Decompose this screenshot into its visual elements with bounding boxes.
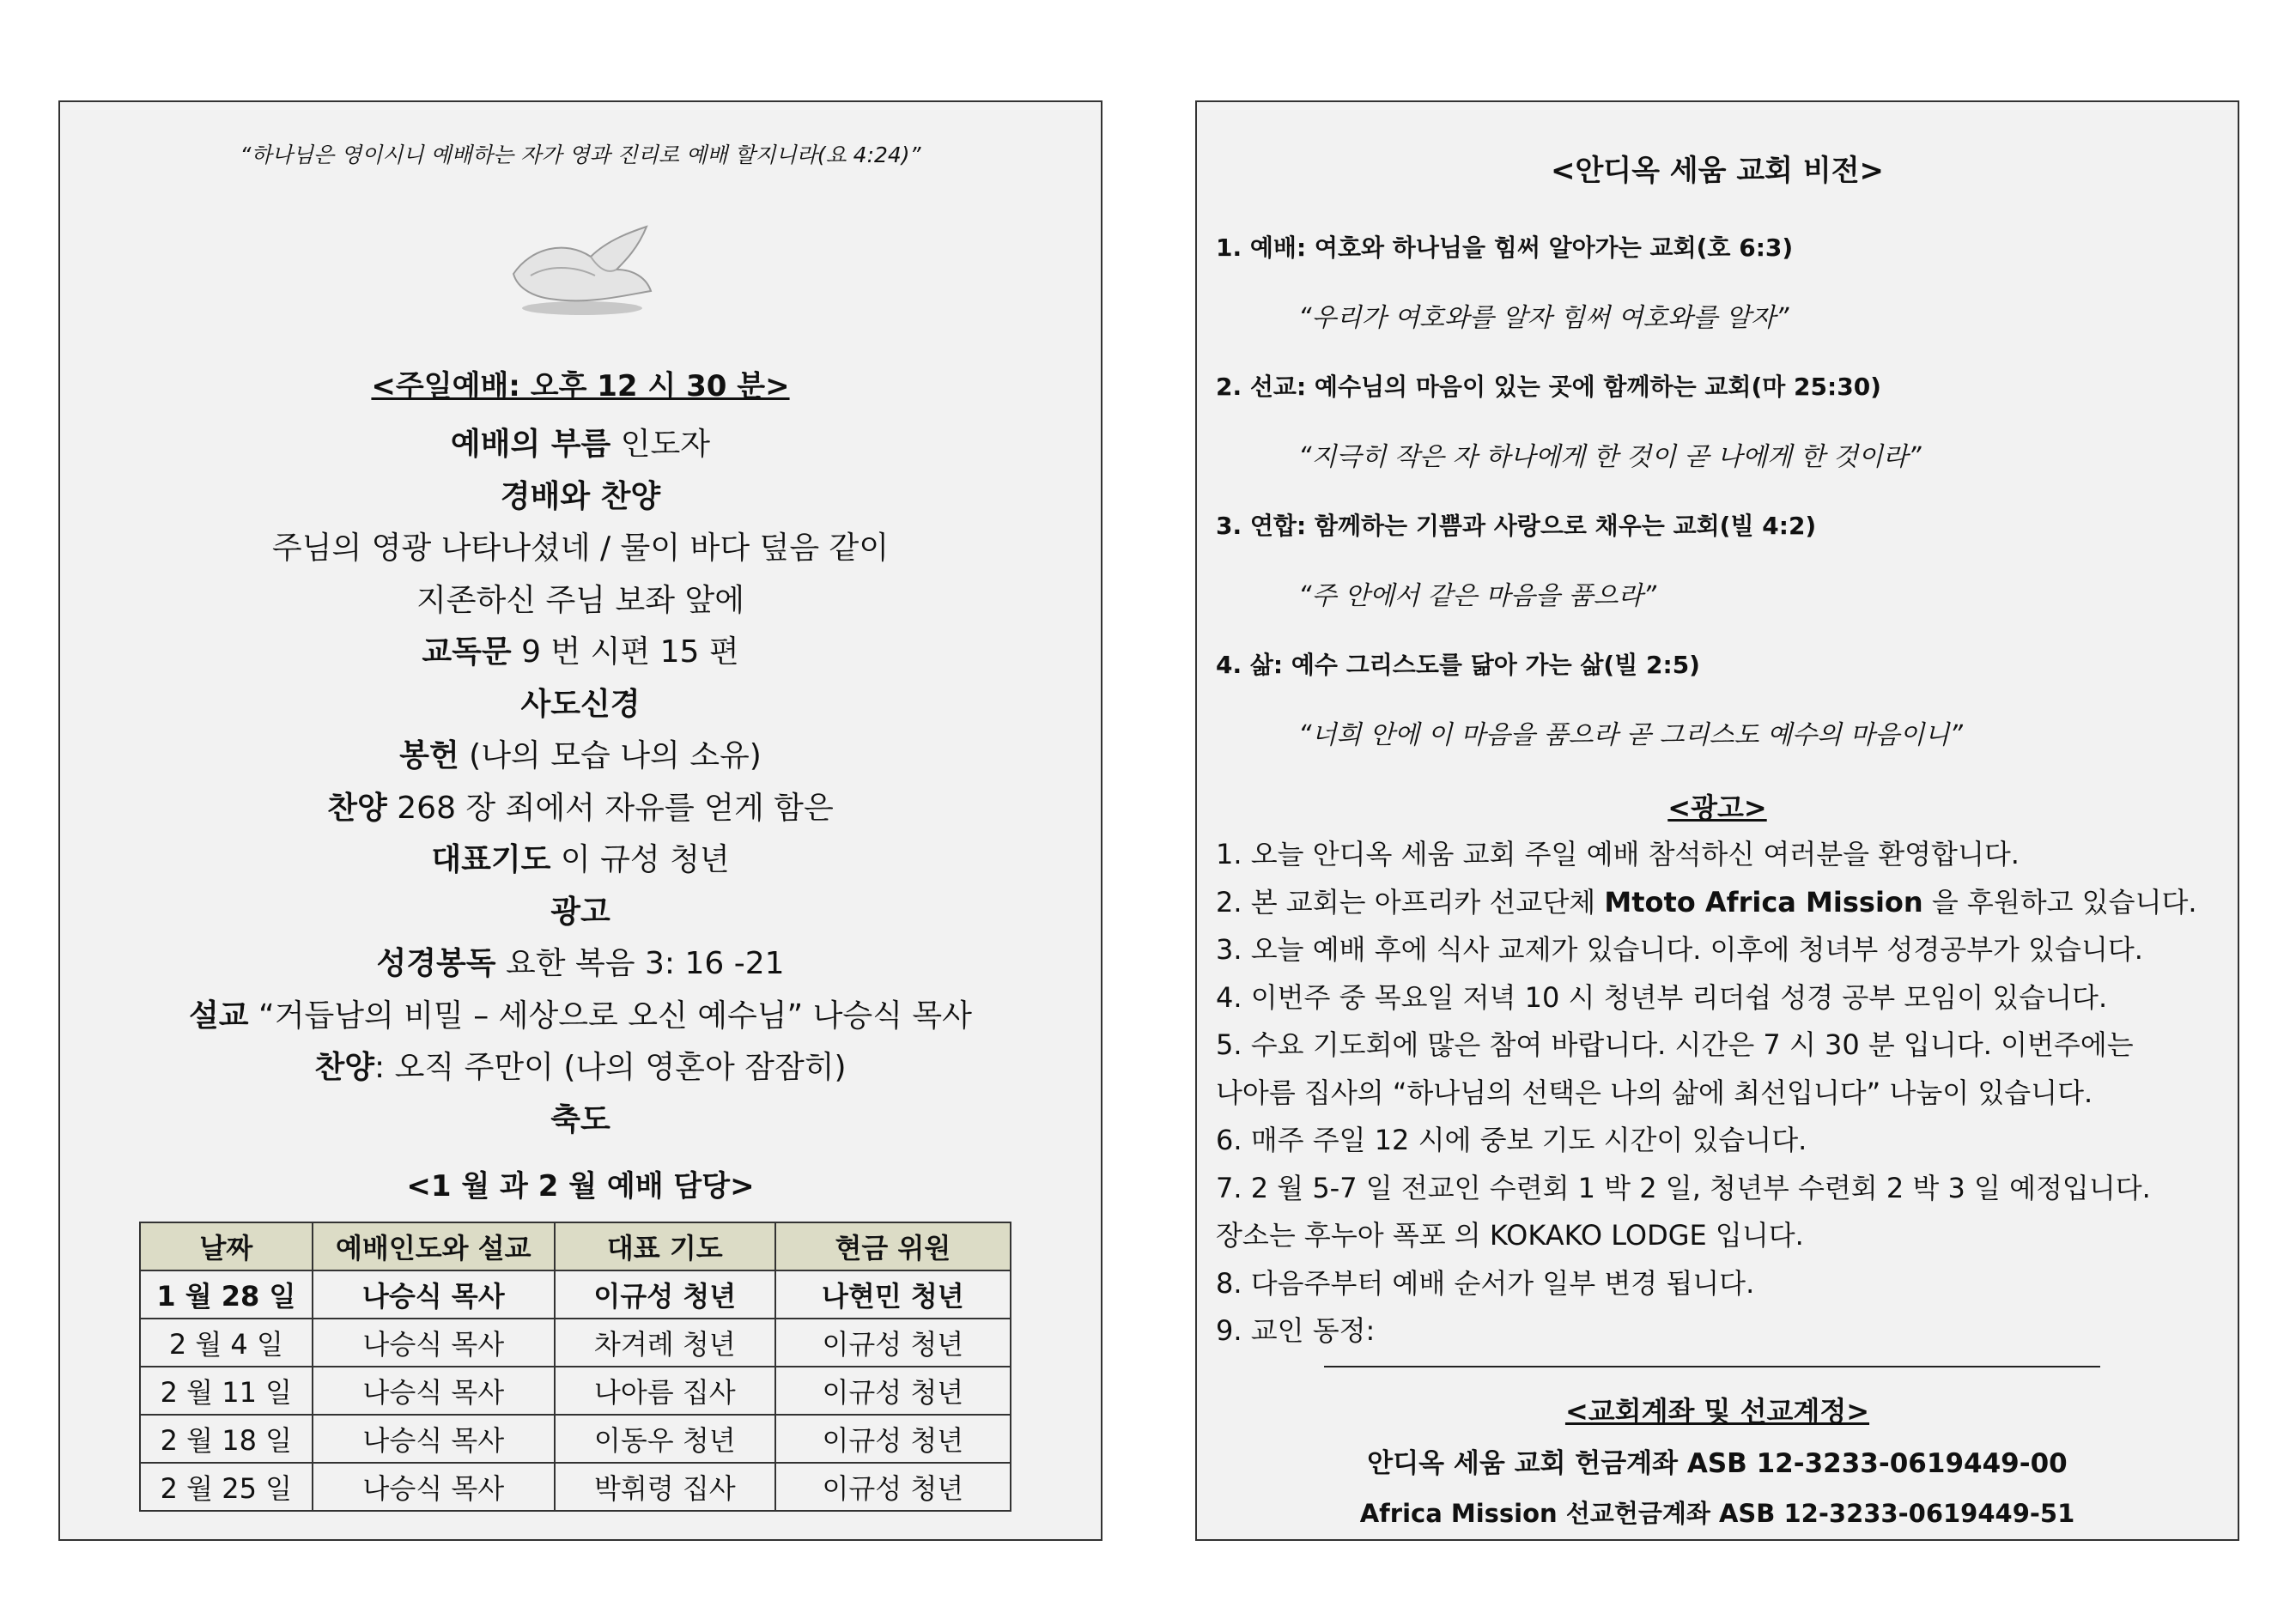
- order-item: [60, 576, 1101, 620]
- vision-announcement-panel: [1195, 100, 2239, 1541]
- order-item-detail: 인도자: [610, 427, 711, 462]
- table-header-cell: 현금 위원: [775, 1222, 1011, 1270]
- announcement-title: <광고>: [1667, 791, 1767, 824]
- table-row: [140, 1367, 1011, 1415]
- table-cell: 나승식 목사: [313, 1367, 555, 1415]
- announcement-text: 2. 본 교회는 아프리카 선교단체: [1216, 885, 1605, 919]
- church-account: 안디옥 세움 교회 헌금계좌 ASB 12-3233-0619449-00: [1367, 1448, 2068, 1479]
- order-item-detail: “거듭남의 비밀 – 세상으로 오신 예수님” 나승식 목사: [248, 997, 972, 1034]
- order-item-label: 대표기도: [431, 842, 551, 877]
- announcement-text: Mtoto Africa Mission: [1604, 885, 1923, 919]
- order-item-label: 찬양: [327, 790, 387, 826]
- announcement-item: [1216, 1071, 2093, 1111]
- order-item-label: 봉헌: [399, 738, 459, 773]
- announcement-item: [1216, 1214, 1804, 1253]
- order-item: [60, 939, 1101, 983]
- table-cell: 1 월 28 일: [140, 1270, 313, 1319]
- order-item: [60, 1095, 1101, 1139]
- order-item-detail: 9 번 시편 15 편: [511, 634, 739, 670]
- table-cell: 2 월 11 일: [140, 1367, 313, 1415]
- mission-account: Africa Mission 선교헌금계좌 ASB 12-3233-0619449-51: [1359, 1499, 2075, 1528]
- table-cell: 나승식 목사: [313, 1415, 555, 1463]
- table-cell: 나아름 집사: [555, 1367, 775, 1415]
- order-item-label: 사도신경: [520, 686, 641, 722]
- table-cell: 박휘령 집사: [555, 1463, 775, 1511]
- order-item-label: 찬양: [314, 1050, 375, 1085]
- order-item-label: 경배와 찬양: [500, 478, 661, 514]
- order-item: [60, 835, 1101, 879]
- table-cell: 나현민 청년: [775, 1270, 1011, 1319]
- order-item: [60, 420, 1101, 464]
- order-item: [60, 628, 1101, 671]
- announcement-text: 1. 오늘 안디옥 세움 교회 주일 예배 참석하신 여러분을 환영합니다.: [1216, 838, 2020, 870]
- table-cell: 2 월 18 일: [140, 1415, 313, 1463]
- vision-title: <안디옥 세움 교회 비전>: [1550, 154, 1885, 188]
- announcement-item: [1216, 881, 2197, 920]
- service-title: <주일예배: 오후 12 시 30 분>: [371, 369, 790, 403]
- announcement-text: 8. 다음주부터 예배 순서가 일부 변경 됩니다.: [1216, 1266, 1755, 1300]
- order-item: [60, 1043, 1101, 1087]
- order-item: [60, 680, 1101, 724]
- table-row: [140, 1463, 1011, 1511]
- announcement-text: 7. 2 월 5-7 일 전교인 수련회 1 박 2 일, 청년부 수련회 2 박 3 일 예정입니다.: [1216, 1171, 2151, 1204]
- vision-item-title: 4. 삶: 예수 그리스도를 닮아 가는 삶(빌 2:5): [1216, 651, 1700, 679]
- scripture-verse: “하나님은 영이시니 예배하는 자가 영과 진리로 예배 할지니라(요 4:24)”: [240, 142, 921, 167]
- announcement-item: [1216, 928, 2143, 967]
- order-item: [60, 524, 1101, 567]
- table-cell: 이규성 청년: [775, 1463, 1011, 1511]
- vision-item-title: 3. 연합: 함께하는 기쁨과 사랑으로 채우는 교회(빌 4:2): [1216, 512, 1817, 540]
- announcement-item: [1216, 1167, 2151, 1206]
- announcement-text: 4. 이번주 중 목요일 저녁 10 시 청년부 리더쉽 성경 공부 모임이 있습니다.: [1216, 980, 2108, 1014]
- duty-table: [139, 1222, 1011, 1512]
- vision-item-quote: “지극히 작은 자 하나에게 한 것이 곧 나에게 한 것이라”: [1298, 442, 1922, 472]
- vision-item-title: 1. 예배: 여호와 하나님을 힘써 알아가는 교회(호 6:3): [1216, 233, 1794, 262]
- table-row: [140, 1319, 1011, 1367]
- table-cell: 나승식 목사: [313, 1270, 555, 1319]
- announcement-item: [1216, 1262, 1754, 1301]
- vision-item-quote: “주 안에서 같은 마음을 품으라”: [1298, 581, 1656, 611]
- announcement-text: 나아름 집사의 “하나님의 선택은 나의 삶에 최선입니다” 나눔이 있습니다.: [1216, 1076, 2093, 1109]
- order-item-label: 교독문: [422, 634, 512, 670]
- order-item-label: 광고: [550, 894, 610, 930]
- vision-item-quote: “우리가 여호와를 알자 힘써 여호와를 알자”: [1298, 303, 1789, 333]
- announcement-item: [1216, 1119, 1807, 1158]
- order-item-detail: 요한 복음 3: 16 -21: [495, 946, 785, 981]
- announcement-item: [1216, 833, 2020, 872]
- table-cell: 나승식 목사: [313, 1463, 555, 1511]
- order-item-label: 축도: [550, 1101, 610, 1137]
- order-item: [60, 472, 1101, 516]
- order-item-label: 설교: [189, 997, 249, 1034]
- table-cell: 나승식 목사: [313, 1319, 555, 1367]
- order-item-detail: 주님의 영광 나타나셨네 / 물이 바다 덮음 같이: [271, 531, 890, 566]
- order-item-label: 성경봉독: [376, 946, 496, 981]
- announcement-text: 장소는 후누아 폭포 의 KOKAKO LODGE 입니다.: [1216, 1219, 1804, 1252]
- table-cell: 이규성 청년: [775, 1415, 1011, 1463]
- account-title: <교회계좌 및 선교계정>: [1564, 1395, 1870, 1428]
- duty-title: <1 월 과 2 월 예배 담당>: [406, 1169, 755, 1204]
- table-cell: 2 월 4 일: [140, 1319, 313, 1367]
- divider-line: [1324, 1366, 2100, 1367]
- announcement-text: 9. 교인 동정:: [1216, 1314, 1376, 1347]
- order-item: [60, 888, 1101, 931]
- table-header-cell: 예배인도와 설교: [313, 1222, 555, 1270]
- announcement-text: 3. 오늘 예배 후에 식사 교제가 있습니다. 이후에 청녀부 성경공부가 있습니다.: [1216, 933, 2143, 966]
- order-item-detail: (나의 모습 나의 소유): [459, 738, 762, 773]
- order-item: [60, 991, 1101, 1035]
- announcement-item: [1216, 1309, 1375, 1349]
- order-item-label: 예배의 부름: [450, 427, 611, 462]
- vision-item-quote: “너희 안에 이 마음을 품으라 곧 그리스도 예수의 마음이니”: [1298, 720, 1963, 750]
- table-cell: 2 월 25 일: [140, 1463, 313, 1511]
- order-item-detail: 268 장 죄에서 자유를 얻게 함은: [386, 790, 834, 826]
- table-cell: 이규성 청년: [555, 1270, 775, 1319]
- order-item: [60, 731, 1101, 775]
- table-row: [140, 1415, 1011, 1463]
- table-cell: 이규성 청년: [775, 1319, 1011, 1367]
- announcement-text: 6. 매주 주일 12 시에 중보 기도 시간이 있습니다.: [1216, 1124, 1807, 1156]
- table-header-cell: 대표 기도: [555, 1222, 775, 1270]
- announcement-text: 을 후원하고 있습니다.: [1922, 885, 2197, 919]
- order-item: [60, 784, 1101, 828]
- vision-item-title: 2. 선교: 예수님의 마음이 있는 곳에 함께하는 교회(마 25:30): [1216, 373, 1881, 401]
- announcement-item: [1216, 976, 2107, 1016]
- worship-order-panel: [58, 100, 1102, 1541]
- order-item-detail: 지존하신 주님 보좌 앞에: [416, 582, 745, 618]
- table-cell: 이규성 청년: [775, 1367, 1011, 1415]
- announcement-text: 5. 수요 기도회에 많은 참여 바랍니다. 시간은 7 시 30 분 입니다. 이번주에는: [1216, 1028, 2134, 1061]
- announcement-item: [1216, 1023, 2134, 1063]
- order-item-detail: 이 규성 청년: [550, 842, 730, 877]
- table-header-cell: 날짜: [140, 1222, 313, 1270]
- table-row: [140, 1270, 1011, 1319]
- order-item-detail: : 오직 주만이 (나의 영혼아 잠잠히): [374, 1050, 847, 1085]
- dove-image: [496, 222, 659, 317]
- table-cell: 차겨례 청년: [555, 1319, 775, 1367]
- table-cell: 이동우 청년: [555, 1415, 775, 1463]
